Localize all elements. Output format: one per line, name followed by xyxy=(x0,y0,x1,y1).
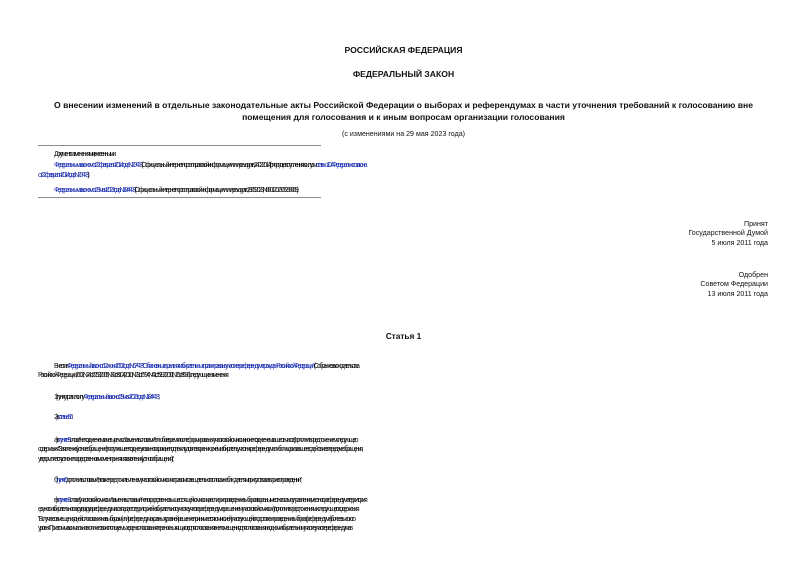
subitem-a xyxy=(38,436,769,464)
country-heading: РОССИЙСКАЯ ФЕДЕРАЦИЯ xyxy=(344,45,463,55)
subitem-v-line1-text: слова "участковой комиссии" заменить словами "непосредственно вышестоящей комиссии, а если при проведении выборов в органы местного самоуправления, местного референдума территория xyxy=(69,496,366,504)
changes-block xyxy=(38,150,770,196)
article-intro-line2: Российской Федерации, 2002, N 24, ст.2253; 2005, N 30, ст.3104; 2010, N 23, ст.2794; N 41, ст.5192; 2011, N 25, ст.3536) следующие изменения: xyxy=(38,371,227,380)
subitem-v-line1 xyxy=(38,496,769,505)
link-law-184fz-item1[interactable]: Федеральный закон от 29 мая 2023 года N 184-ФЗ xyxy=(83,393,159,401)
changes-item-1 xyxy=(38,161,770,170)
law-title-line1: О внесении изменений в отдельные законодательные акты Российской Федерации о выборах и референдумах в части уточнения требований к голосованию вне xyxy=(54,100,753,110)
link-law-67fz[interactable]: Федеральный закон от 12 июня 2002 года N 67-ФЗ "Об основных гарантиях избирательных прав и права на участие в референдуме граждан Российской Федерации" xyxy=(67,362,314,370)
council-date: 13 июля 2011 года xyxy=(707,289,768,298)
changes-item-1-text: (Официальный интернет-портал правовой информации www.pravo.gov.ru, 24.02.2014) (о порядке вступления в силу см. xyxy=(141,161,316,170)
divider-bottom xyxy=(38,197,321,198)
subitem-b xyxy=(38,476,769,485)
subitem-a-line3: уведомляется устно непосредственно в момент принятия заявления (устного обращения)."; xyxy=(38,454,173,463)
link-article-104[interactable]: статью 104 Федерального закона xyxy=(315,161,366,170)
subitem-a-line2: содержания: "Заявление (устное обращение), поступившее позднее указанного срока, не подлежит удовлетворению, о чем избиратель, участник референдума либо лицо, оказавшее содействие в передаче обращения, xyxy=(38,445,362,454)
link-point-8[interactable]: пункте 8 xyxy=(57,496,70,504)
law-title xyxy=(28,99,779,123)
subitem-a-line1 xyxy=(38,436,769,445)
item-1-line xyxy=(38,393,769,402)
article-intro xyxy=(38,362,769,381)
subitem-v xyxy=(38,496,769,534)
item-2-pre: 2) в xyxy=(54,413,59,421)
item-2 xyxy=(38,413,769,422)
changes-item-2-text: (Официальный интернет-портал правовой информации www.pravo.gov.ru, 29.05.2023, N 0001202305290009). xyxy=(134,186,297,195)
subitem-v-line4: уровня. При этом максимальное количество используемых в день голосования переносных ящиков для голосования вне помещения для голосования на одном избирательном участке, участке референдума в xyxy=(38,524,352,533)
subitem-b-line xyxy=(38,476,769,485)
amended-note: (с изменениями на 29 мая 2023 года) xyxy=(341,130,466,138)
item-1-pre: 1) пункт утратил силу - xyxy=(54,393,84,401)
subitem-a-pre: а) в xyxy=(54,436,59,444)
changes-item-2 xyxy=(38,186,770,195)
council-label: Советом Федерации xyxy=(700,280,768,289)
divider-top xyxy=(38,145,321,146)
changes-item-1-cont xyxy=(38,171,770,180)
duma-date: 5 июля 2011 года xyxy=(711,238,768,247)
article-heading: Статья 1 xyxy=(385,331,422,341)
link-law-184fz[interactable]: Федеральным законом от 29 мая 2023 года N 184-ФЗ xyxy=(54,186,135,195)
law-type-heading: ФЕДЕРАЛЬНЫЙ ЗАКОН xyxy=(352,69,455,79)
article-intro-pre: Внести в xyxy=(54,362,68,370)
adopted-label: Принят xyxy=(743,220,768,228)
adoption-duma xyxy=(688,220,768,248)
link-law-20fz-date[interactable]: от 22 февраля 2014 года N 20-ФЗ xyxy=(38,170,88,179)
subitem-v-pre: в) в xyxy=(54,496,58,504)
subitem-a-line1-text: слова "не позднее чем за четыре часа" заменить словами "в любое время после формирования участковой комиссии, но не позднее чем за шесть часов", дополнить предложением следующего xyxy=(69,436,357,444)
link-point-6[interactable]: пункт 6 xyxy=(56,476,67,484)
item-1 xyxy=(38,393,769,402)
link-point-5[interactable]: пункте 5 xyxy=(58,436,70,444)
adoption-council xyxy=(700,271,768,299)
changes-intro: Документ с изменениями, внесенными: xyxy=(54,150,115,158)
link-article-66[interactable]: статье 66 xyxy=(58,413,72,421)
item-2-line xyxy=(38,413,769,422)
subitem-v-line2: единого избирательного округа, округа референдума совпадает с территорией избирательного участка, участка референдума, - решением участковой комиссии", дополнить предложениями следующего содержания: xyxy=(38,505,358,514)
article-intro-line1 xyxy=(38,362,769,371)
duma-label: Государственной Думой xyxy=(688,229,768,238)
subitem-b-text: дополнить словами ", а также предложить членам участковой комиссии с правом совещательного голоса и наблюдателям присутствовать при его проведении"; xyxy=(66,476,300,484)
article-intro-post: (Собрание законодательства xyxy=(313,362,358,370)
approved-label: Одобрен xyxy=(738,271,768,279)
law-title-line2: помещения для голосования и к иным вопросам организации голосования xyxy=(242,112,565,122)
subitem-b-pre: б) xyxy=(54,476,57,484)
subitem-v-line3: "В случае совмещения дней голосования на выборах и (или) референдумах разных уровней решение принимается комиссией, участвующей в подготовке и проведении выборов (референдума) более высокого xyxy=(38,514,355,523)
link-law-20fz[interactable]: Федеральным законом от 22 февраля 2014 года N 20-ФЗ xyxy=(54,161,142,170)
